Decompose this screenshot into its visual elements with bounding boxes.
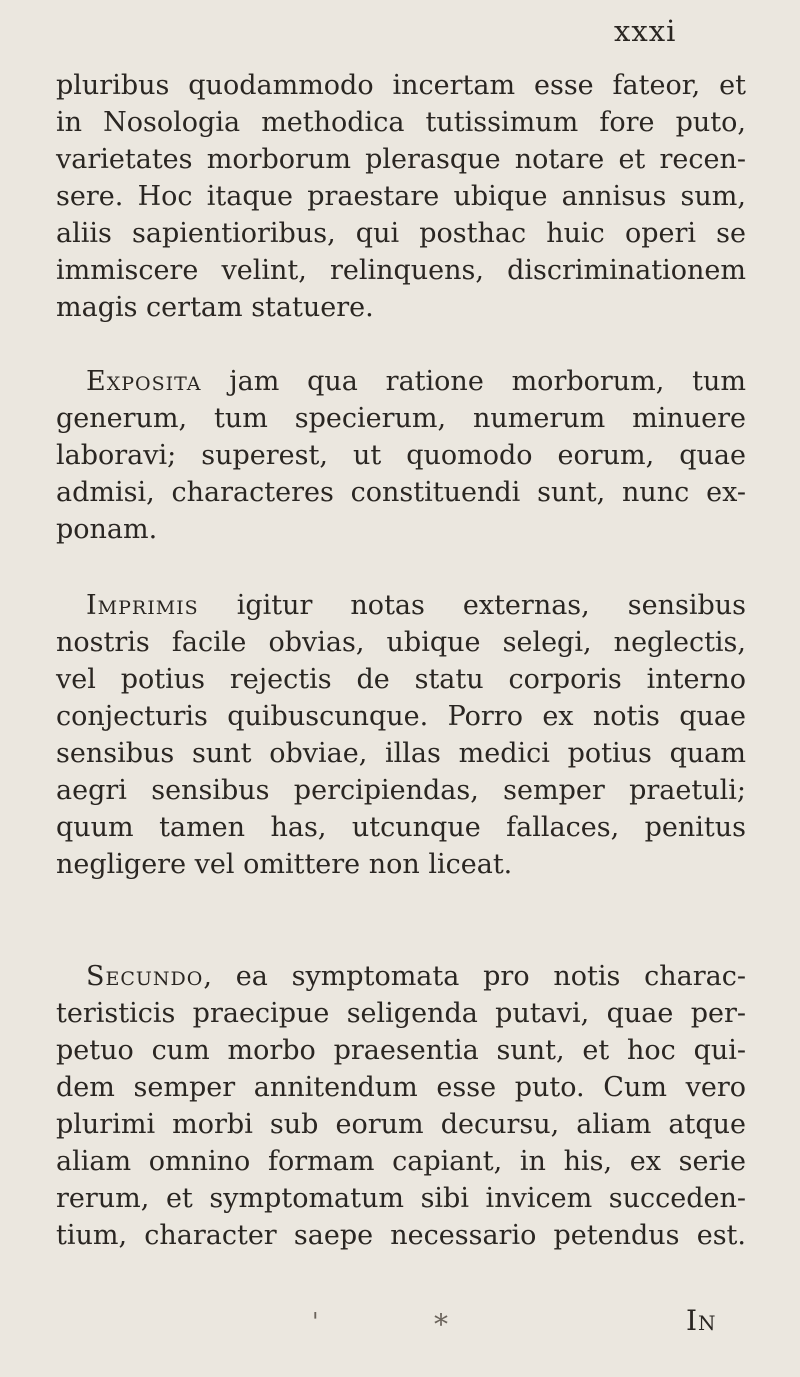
paragraph-3	[56, 587, 746, 883]
text-line: sensibus sunt obviae, illas medici potius quam	[56, 738, 746, 769]
text-line: aegri sensibus percipiendas, semper praetuli;	[56, 775, 746, 806]
text-line: varietates morborum plerasque notare et recen-	[56, 144, 746, 175]
text-line: pluribus quodammodo incertam esse fateor, et	[56, 70, 746, 101]
text-line: conjecturis quibuscunque. Porro ex notis quae	[56, 701, 746, 732]
paragraph-1	[56, 67, 746, 326]
text-line: petuo cum morbo praesentia sunt, et hoc qui-	[56, 1035, 746, 1066]
paragraph-lead-word: Imprimis	[86, 590, 199, 621]
text-line: immiscere velint, relinquens, discriminationem	[56, 255, 746, 286]
text-line-rest: jam qua ratione morborum, tum	[201, 366, 746, 397]
text-line: aliam omnino formam capiant, in his, ex serie	[56, 1146, 746, 1177]
text-line: in Nosologia methodica tutissimum fore puto,	[56, 107, 746, 138]
text-line-rest: , ea symptomata pro notis charac-	[203, 961, 746, 992]
text-line: admisi, characteres constituendi sunt, nunc ex-	[56, 477, 746, 508]
text-line-first	[56, 587, 746, 624]
text-line-rest: igitur notas externas, sensibus	[198, 590, 746, 621]
text-line: nostris facile obvias, ubique selegi, neglectis,	[56, 627, 746, 658]
text-line: negligere vel omittere non liceat.	[56, 849, 513, 880]
paragraph-lead-word: Secundo	[86, 961, 204, 992]
text-line: ponam.	[56, 514, 158, 545]
text-line: rerum, et symptomatum sibi invicem succeden-	[56, 1183, 746, 1214]
signature-mark: *	[434, 1308, 448, 1341]
text-line: aliis sapientioribus, qui posthac huic operi se	[56, 218, 746, 249]
paragraph-lead-word: Exposita	[86, 366, 202, 397]
text-line: sere. Hoc itaque praestare ubique annisus sum,	[56, 181, 746, 212]
page-number: xxxi	[614, 14, 677, 48]
text-line: teristicis praecipue seligenda putavi, quae per-	[56, 998, 746, 1029]
text-line: vel potius rejectis de statu corporis interno	[56, 664, 746, 695]
paragraph-4	[56, 958, 746, 1254]
text-line: quum tamen has, utcunque fallaces, penitus	[56, 812, 746, 843]
text-line: magis certam statuere.	[56, 292, 374, 323]
text-line: plurimi morbi sub eorum decursu, aliam atque	[56, 1109, 746, 1140]
text-line-first	[56, 958, 746, 995]
text-line: dem semper annitendum esse puto. Cum vero	[56, 1072, 746, 1103]
page-footer	[0, 1302, 800, 1352]
catchword: In	[686, 1304, 717, 1337]
text-line: generum, tum specierum, numerum minuere	[56, 403, 746, 434]
paragraph-2	[56, 363, 746, 548]
printer-mark: '	[312, 1308, 319, 1336]
text-line: tium, character saepe necessario petendus est.	[56, 1220, 746, 1251]
text-line: laboravi; superest, ut quomodo eorum, quae	[56, 440, 746, 471]
text-line-first	[56, 363, 746, 400]
